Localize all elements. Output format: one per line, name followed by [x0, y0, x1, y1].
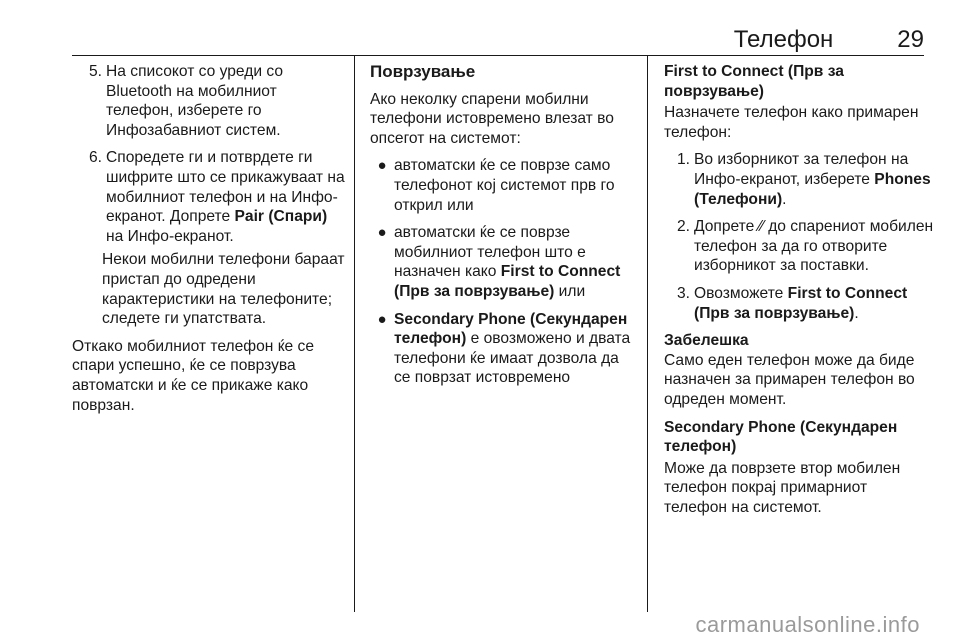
after-pairing-text: Откако мобилниот телефон ќе се спари успешно, ќе се поврзува автоматски и ќе се прикаже како поврзан. — [72, 337, 315, 414]
bullet-item: ● автоматски ќе се поврзе мобилниот телефон што е назначен како First to Connect (Прв за поврзување) или — [370, 223, 632, 301]
column-divider-2 — [647, 56, 648, 612]
section-heading-connecting: Поврзување — [370, 62, 476, 81]
step-6-note: Некои мобилни телефони бараат пристап до одредени карактеристики на телефоните; следете ги упатствата. — [102, 251, 345, 328]
page-number: 29 — [897, 26, 924, 53]
edit-pencil-icon: ⁄⁄ — [758, 218, 764, 236]
bullet-item: ● автоматски ќе се поврзе само телефонот кој системот прв го открил или — [370, 156, 632, 215]
column-2 — [370, 62, 632, 396]
step-3: 3. Овозможете First to Connect (Прв за поврзување). — [676, 284, 908, 322]
note-text: Само еден телефон може да биде назначен за примарен телефон во одреден момент. — [664, 351, 915, 408]
step-5 — [76, 62, 348, 140]
page-header — [36, 26, 924, 54]
intro-text: Ако неколку спарени мобилни телефони истовремено влезат во опсегот на системот: — [370, 90, 614, 147]
pair-button-label: Pair (Спари) — [234, 208, 328, 226]
step-2: 2. Допрете ⁄⁄ до спарениот мобилен телефон за да го отворите изборникот за поставки. — [676, 218, 934, 275]
bullet-icon: ● — [377, 157, 387, 175]
secondary-phone-text: Може да поврзете втор мобилен телефон покрај примарниот телефон на системот. — [664, 459, 901, 516]
note-title: Забелешка — [664, 332, 749, 350]
note-block — [664, 331, 934, 409]
step-text: На списокот со уреди со Bluetooth на мобилниот телефон, изберете го Инфозабавниот систем. — [106, 63, 284, 139]
bullet-icon: ● — [377, 224, 387, 242]
column-3 — [664, 62, 934, 525]
step-number: 5. — [88, 63, 102, 80]
column-1 — [72, 62, 348, 423]
header-rule — [72, 55, 924, 56]
section-heading-secondary-phone: Secondary Phone (Секундарен телефон) — [664, 418, 898, 456]
bullet-icon: ● — [377, 310, 387, 328]
watermark: carmanualsonline.info — [695, 612, 920, 637]
section-heading-first-to-connect: First to Connect (Прв за поврзување) — [664, 63, 844, 100]
page-title: Телефон — [733, 26, 834, 53]
column-divider-1 — [354, 56, 355, 612]
step-6 — [76, 148, 348, 246]
step-1: 1. Во изборникот за телефон на Инфо-екранот, изберете Phones (Телефони). — [676, 151, 931, 208]
step-number: 6. — [88, 149, 102, 167]
intro-text: Назначете телефон како примарен телефон: — [664, 104, 919, 141]
step-text: Споредете ги и потврдете ги шифрите што се прикажуваат на мобилниот телефон и на Инфо-екранот. Допрете Pair (Спари) на Инфо-екранот. — [106, 149, 345, 245]
bullet-item: ● Secondary Phone (Секундарен телефон) е овозможено и двата телефони ќе имаат дозвола да се поврзат истовремено — [370, 310, 632, 388]
